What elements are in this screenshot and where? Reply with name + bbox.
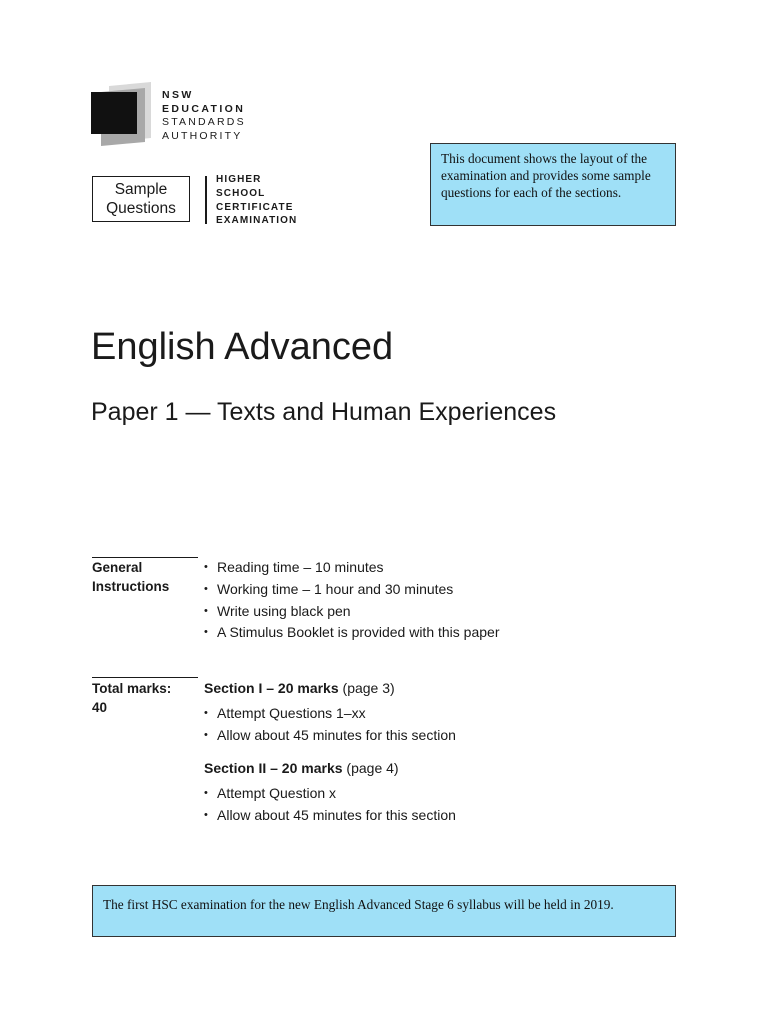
- logo-line-nsw: NSW: [162, 89, 194, 101]
- logo-line-authority: AUTHORITY: [162, 129, 243, 142]
- list-item: • Allow about 45 minutes for this section: [204, 805, 456, 827]
- list-item: • Attempt Question x: [204, 783, 456, 805]
- list-item: • A Stimulus Booklet is provided with this paper: [204, 622, 499, 644]
- general-instructions-label: [92, 558, 169, 596]
- list-item: • Reading time – 10 minutes: [204, 557, 499, 579]
- sample-label-line2: Questions: [106, 200, 176, 217]
- section-2-page: (page 4): [346, 760, 399, 776]
- general-label-line2: Instructions: [92, 579, 170, 594]
- section-2-list: [204, 783, 456, 827]
- list-item: • Attempt Questions 1–xx: [204, 703, 456, 725]
- logo-line-education: EDUCATION: [162, 102, 246, 115]
- section-1-page: (page 3): [342, 680, 395, 696]
- section-1-list: [204, 703, 456, 747]
- sample-label-line1: Sample: [114, 181, 168, 198]
- page-title: English Advanced: [91, 326, 394, 368]
- nesa-logo-icon: [91, 82, 153, 146]
- general-instructions-list: [204, 557, 499, 644]
- general-label-line1: General: [92, 560, 143, 575]
- logo-line-standards: STANDARDS: [162, 116, 246, 128]
- section-2-title: Section II – 20 marks: [204, 760, 343, 776]
- section-2-heading: [204, 760, 399, 776]
- list-item: • Allow about 45 minutes for this section: [204, 725, 456, 747]
- hsc-line-examination: EXAMINATION: [216, 215, 298, 227]
- list-item: • Write using black pen: [204, 601, 499, 623]
- nesa-logo-text: [162, 89, 246, 143]
- hsc-line-higher: HIGHER: [216, 174, 262, 185]
- total-divider: [92, 677, 198, 678]
- hsc-line-certificate: CERTIFICATE: [216, 201, 294, 213]
- paper-subtitle: Paper 1 — Texts and Human Experiences: [91, 398, 557, 426]
- total-marks-label: [92, 679, 171, 717]
- layout-note-box: This document shows the layout of the examination and provides some sample questions for each of the sections.: [430, 143, 676, 226]
- hsc-line-school: SCHOOL: [216, 187, 266, 199]
- hsc-divider: [205, 176, 207, 224]
- total-label-value: 40: [92, 700, 108, 715]
- total-label-line1: Total marks:: [92, 681, 172, 696]
- hsc-title: [216, 173, 297, 228]
- sample-questions-box: [92, 176, 190, 222]
- list-item: • Working time – 1 hour and 30 minutes: [204, 579, 499, 601]
- syllabus-note-box: The first HSC examination for the new English Advanced Stage 6 syllabus will be held in 2019.: [92, 885, 676, 937]
- section-1-title: Section I – 20 marks: [204, 680, 339, 696]
- section-1-heading: [204, 680, 395, 696]
